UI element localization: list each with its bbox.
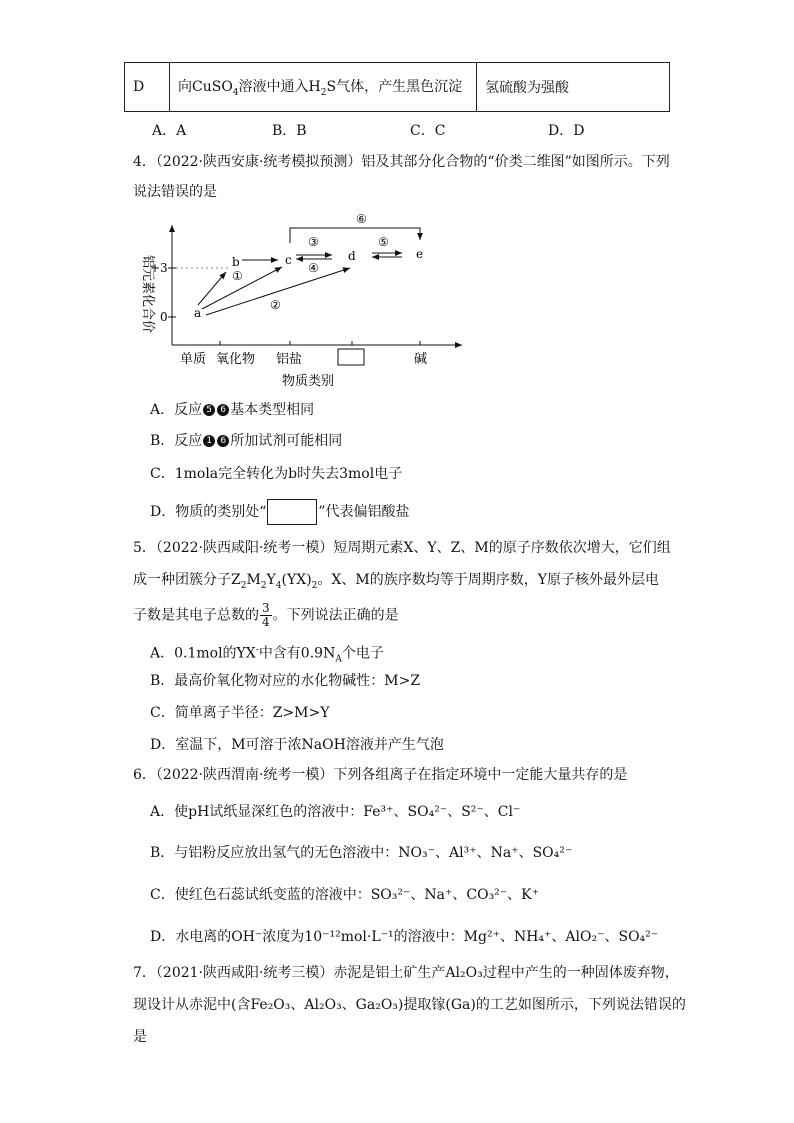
y-axis-label: 铝元素化合价 xyxy=(140,255,155,334)
y-tick-plus3: +3 xyxy=(150,261,168,275)
table-row xyxy=(125,63,670,112)
q6-option-a[interactable]: A．使pH试纸显深红色的溶液中：Fe³⁺、SO₄²⁻、S²⁻、Cl⁻ xyxy=(150,804,521,820)
x-cat-base: 碱 xyxy=(414,352,428,367)
x-axis-label: 物质类别 xyxy=(282,374,335,389)
q6-stem: 6．（2022·陕西渭南·统考一模）下列各组离子在指定环境中一定能大量共存的是 xyxy=(133,767,628,783)
arrow-a-to-b xyxy=(198,272,226,305)
x-cat-elemental: 单质 xyxy=(180,352,207,367)
q7-stem-line2: 现设计从赤泥中(含Fe₂O₃、Al₂O₃、Ga₂O₃)提取镓(Ga)的工艺如图所示，下列说法错误的 xyxy=(133,997,686,1013)
row-conclusion: 氢硫酸为强酸 xyxy=(477,63,670,112)
q7-stem-line1: 7．（2021·陕西咸阳·统考三模）赤泥是铝土矿生产Al₂O₃过程中产生的一种固体废弃物， xyxy=(133,965,679,981)
q4-stem-line1: 4．（2022·陕西安康·统考模拟预测）铝及其部分化合物的“价类二维图”如图所示。下列 xyxy=(133,154,670,170)
q4-option-c[interactable]: C．1mola完全转化为b时失去3mol电子 xyxy=(150,466,403,482)
q4-option-d[interactable]: D．物质的类别处“ ”代表偏铝酸盐 xyxy=(150,499,410,525)
q5-option-c[interactable]: C．简单离子半径：Z>M>Y xyxy=(150,705,330,721)
reaction-label-5: ⑤ xyxy=(378,235,389,249)
q5-option-d[interactable]: D．室温下，M可溶于浓NaOH溶液并产生气泡 xyxy=(150,737,444,753)
q6-option-b[interactable]: B．与铝粉反应放出氢气的无色溶液中：NO₃⁻、Al³⁺、Na⁺、SO₄²⁻ xyxy=(150,845,573,861)
reaction-label-1: ① xyxy=(232,269,243,283)
q6-option-d[interactable]: D．水电离的OH⁻浓度为10⁻¹²mol·L⁻¹的溶液中：Mg²⁺、NH₄⁺、AlO₂⁻、SO₄²⁻ xyxy=(150,929,659,945)
reaction-label-6: ⑥ xyxy=(356,212,367,226)
point-d: d xyxy=(348,249,356,263)
q7-stem-line3: 是 xyxy=(133,1029,147,1045)
q5-option-b[interactable]: B．最高价氧化物对应的水化物碱性：M>Z xyxy=(150,673,421,689)
q3-table xyxy=(124,62,670,112)
reaction-label-4: ④ xyxy=(308,261,319,275)
y-tick-0: 0 xyxy=(160,310,168,324)
q4-option-b[interactable]: B．反应 1 6 所加试剂可能相同 xyxy=(150,433,343,449)
q3-choice-a[interactable]: A．A xyxy=(152,123,187,139)
q5-option-a[interactable]: A．0.1mol的YX-中含有$0.9N_A$个电子 xyxy=(150,645,384,665)
q3-choice-c[interactable]: C．C xyxy=(410,123,446,139)
q3-choice-b[interactable]: B．B xyxy=(272,123,307,139)
fraction: $\frac{3}{4}$ xyxy=(262,601,270,629)
q4-option-a[interactable]: A．反应 5 6 基本类型相同 xyxy=(150,402,315,418)
point-e: e xyxy=(416,247,424,261)
q4-stem-line2: 说法错误的是 xyxy=(133,184,217,200)
blank-box xyxy=(267,499,317,525)
q5-stem-line3: 子数是其电子总数的 $\frac{3}{4}$ 。下列说法正确的是 xyxy=(133,601,399,629)
reaction-label-3: ③ xyxy=(308,235,319,249)
q5-stem-line1: 5．（2022·陕西咸阳·统考一模）短周期元素X、Y、Z、M的原子序数依次增大，它们组 xyxy=(133,540,671,556)
point-a: a xyxy=(194,306,202,320)
q3-choice-d[interactable]: D．D xyxy=(548,123,585,139)
q5-stem-line2: 成一种团簇分子$Z_2M_2Y_4(YX)_2$。X、M的族序数均等于周期序数，Y原子核外最外层电 xyxy=(133,572,659,591)
reaction-label-2: ② xyxy=(270,298,281,312)
q6-option-c[interactable]: C．使红色石蕊试纸变蓝的溶液中：SO₃²⁻、Na⁺、CO₃²⁻、K⁺ xyxy=(150,887,540,903)
point-c: c xyxy=(285,253,292,267)
point-b: b xyxy=(232,255,240,269)
x-cat-blank-box xyxy=(338,349,364,365)
q4-value-class-chart xyxy=(130,205,470,395)
x-cat-oxide: 氧化物 xyxy=(216,352,256,367)
x-cat-al-salt: 铝盐 xyxy=(276,352,303,367)
row-label: D xyxy=(125,63,170,112)
row-operation: 向CuSO$_4$溶液中通入$H_2S$气体，产生黑色沉淀 xyxy=(170,63,477,112)
